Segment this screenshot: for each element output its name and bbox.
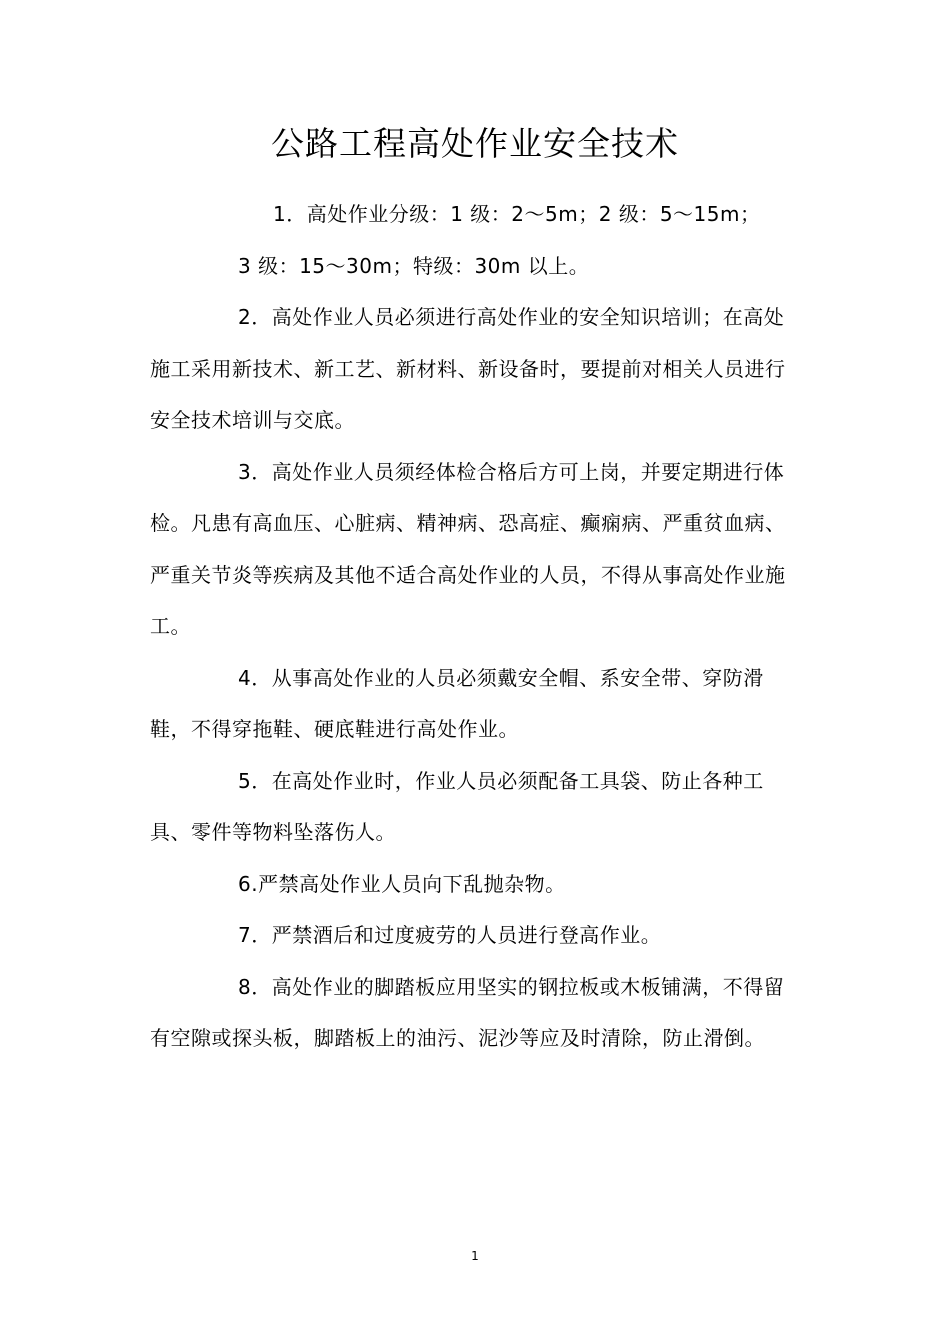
paragraph-5: 5．在高处作业时，作业人员必须配备工具袋、防止各种工具、零件等物料坠落伤人。 — [150, 768, 764, 844]
page-number: 1 — [471, 1249, 479, 1263]
paragraph-1-continued: 3 级：15～30m；特级：30m 以上。 — [238, 253, 590, 278]
document-body — [150, 189, 802, 1065]
paragraph-8: 8．高处作业的脚踏板应用坚实的钢拉板或木板铺满，不得留有空隙或探头板，脚踏板上的油污、泥沙等应及时清除，防止滑倒。 — [150, 974, 785, 1050]
paragraph-4: 4．从事高处作业的人员必须戴安全帽、系安全带、穿防滑鞋，不得穿拖鞋、硬底鞋进行高处作业。 — [150, 665, 764, 741]
paragraph-6: 6.严禁高处作业人员向下乱抛杂物。 — [238, 871, 566, 896]
document-title: 公路工程高处作业安全技术 — [271, 124, 679, 163]
paragraph-1: 1．高处作业分级：1 级：2～5m；2 级：5～15m； — [273, 202, 761, 226]
paragraph-3: 3．高处作业人员须经体检合格后方可上岗，并要定期进行体检。凡患有高血压、心脏病、精神病、恐高症、癫痫病、严重贫血病、严重关节炎等疾病及其他不适合高处作业的人员，不得从事高处作业施工。 — [150, 459, 786, 638]
paragraph-2: 2．高处作业人员必须进行高处作业的安全知识培训；在高处施工采用新技术、新工艺、新材料、新设备时，要提前对相关人员进行安全技术培训与交底。 — [150, 305, 786, 432]
paragraph-7: 7．严禁酒后和过度疲劳的人员进行登高作业。 — [238, 923, 662, 947]
